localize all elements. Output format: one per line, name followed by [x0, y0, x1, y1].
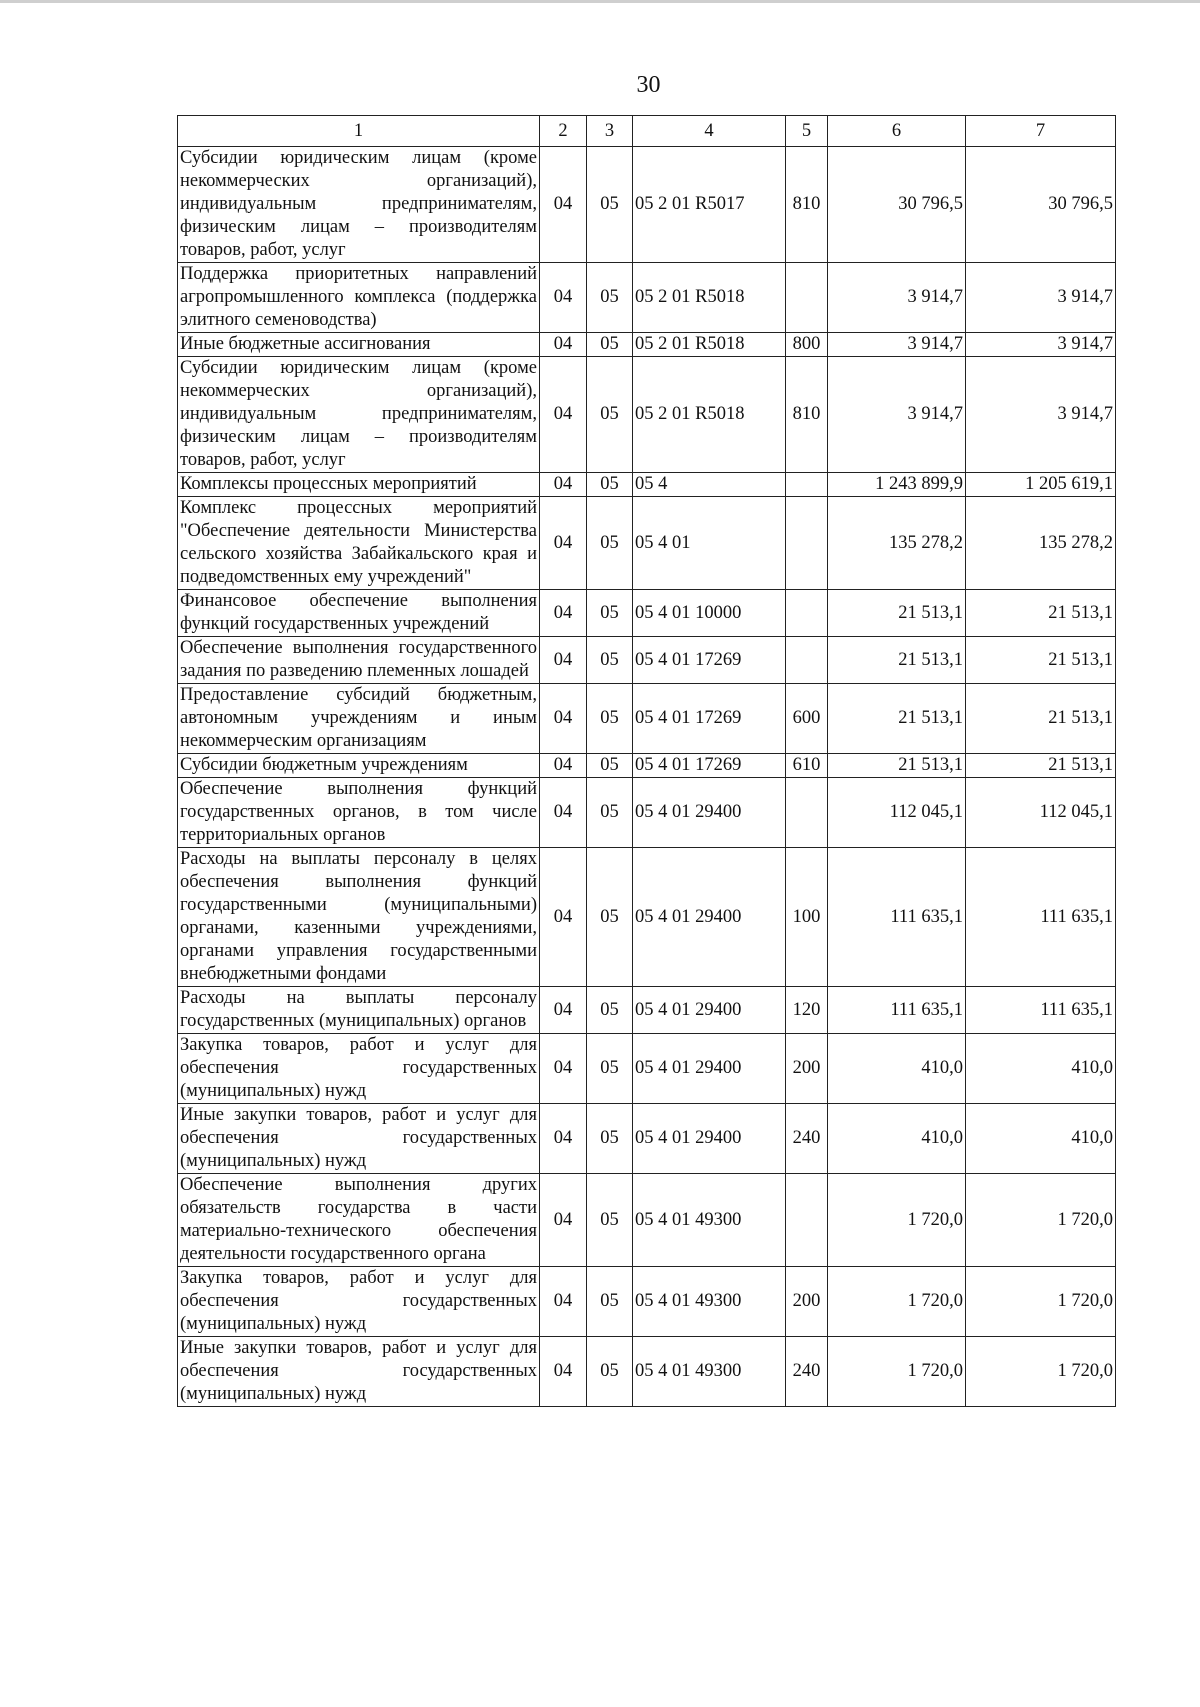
- column-header-1: 1: [178, 116, 540, 147]
- amount-year1-cell: 1 243 899,9: [828, 473, 966, 497]
- row-name-cell: Субсидии юридическим лицам (кроме некоммерческих организаций), индивидуальным предпринимателям, физическим лицам – производителям товаров, работ, услуг: [178, 147, 540, 263]
- row-name-cell: Комплексы процессных мероприятий: [178, 473, 540, 497]
- row-name-cell: Обеспечение выполнения государственного задания по разведению племенных лошадей: [178, 637, 540, 684]
- target-article-cell: 05 4 01 29400: [633, 778, 786, 848]
- subsection-code-cell: 05: [587, 497, 633, 590]
- subsection-code-cell: 05: [587, 473, 633, 497]
- amount-year2-cell: 3 914,7: [966, 333, 1116, 357]
- target-article-cell: 05 4 01 10000: [633, 590, 786, 637]
- target-article-cell: 05 4 01 17269: [633, 754, 786, 778]
- row-name-cell: Предоставление субсидий бюджетным, автономным учреждениям и иным некоммерческим организациям: [178, 684, 540, 754]
- table-row: [178, 590, 1116, 637]
- expense-type-cell: [786, 778, 828, 848]
- amount-year1-cell: 410,0: [828, 1034, 966, 1104]
- table-row: [178, 357, 1116, 473]
- expense-type-cell: 200: [786, 1267, 828, 1337]
- expense-type-cell: [786, 497, 828, 590]
- section-code-cell: 04: [540, 754, 587, 778]
- subsection-code-cell: 05: [587, 778, 633, 848]
- amount-year1-cell: 1 720,0: [828, 1174, 966, 1267]
- target-article-cell: 05 4 01 29400: [633, 1034, 786, 1104]
- amount-year2-cell: 21 513,1: [966, 684, 1116, 754]
- amount-year1-cell: 3 914,7: [828, 357, 966, 473]
- row-name-cell: Расходы на выплаты персоналу государственных (муниципальных) органов: [178, 987, 540, 1034]
- section-code-cell: 04: [540, 333, 587, 357]
- amount-year2-cell: 112 045,1: [966, 778, 1116, 848]
- table-row: [178, 848, 1116, 987]
- amount-year1-cell: 410,0: [828, 1104, 966, 1174]
- section-code-cell: 04: [540, 1034, 587, 1104]
- section-code-cell: 04: [540, 987, 587, 1034]
- expense-type-cell: 810: [786, 357, 828, 473]
- section-code-cell: 04: [540, 778, 587, 848]
- subsection-code-cell: 05: [587, 333, 633, 357]
- row-name-cell: Расходы на выплаты персоналу в целях обеспечения выполнения функций государственными (муниципальными) органами, казенными учреждениями, органами управления государственными внебюджетными фондами: [178, 848, 540, 987]
- expense-type-cell: 810: [786, 147, 828, 263]
- row-name-cell: Финансовое обеспечение выполнения функций государственных учреждений: [178, 590, 540, 637]
- section-code-cell: 04: [540, 684, 587, 754]
- section-code-cell: 04: [540, 263, 587, 333]
- amount-year2-cell: 21 513,1: [966, 590, 1116, 637]
- row-name-cell: Иные закупки товаров, работ и услуг для обеспечения государственных (муниципальных) нужд: [178, 1337, 540, 1407]
- table-row: [178, 637, 1116, 684]
- amount-year1-cell: 111 635,1: [828, 848, 966, 987]
- subsection-code-cell: 05: [587, 590, 633, 637]
- subsection-code-cell: 05: [587, 1034, 633, 1104]
- amount-year1-cell: 1 720,0: [828, 1267, 966, 1337]
- row-name-cell: Иные бюджетные ассигнования: [178, 333, 540, 357]
- subsection-code-cell: 05: [587, 357, 633, 473]
- amount-year1-cell: 30 796,5: [828, 147, 966, 263]
- target-article-cell: 05 4 01 17269: [633, 637, 786, 684]
- column-header-7: 7: [966, 116, 1116, 147]
- row-name-cell: Комплекс процессных мероприятий "Обеспечение деятельности Министерства сельского хозяйства Забайкальского края и подведомственных ему учреждений": [178, 497, 540, 590]
- subsection-code-cell: 05: [587, 147, 633, 263]
- row-name-cell: Обеспечение выполнения других обязательств государства в части материально-технического обеспечения деятельности государственного органа: [178, 1174, 540, 1267]
- target-article-cell: 05 4 01 29400: [633, 848, 786, 987]
- row-name-cell: Субсидии бюджетным учреждениям: [178, 754, 540, 778]
- scan-edge: [0, 0, 1200, 3]
- amount-year1-cell: 111 635,1: [828, 987, 966, 1034]
- section-code-cell: 04: [540, 848, 587, 987]
- row-name-cell: Субсидии юридическим лицам (кроме некоммерческих организаций), индивидуальным предпринимателям, физическим лицам – производителям товаров, работ, услуг: [178, 357, 540, 473]
- target-article-cell: 05 2 01 R5017: [633, 147, 786, 263]
- row-name-cell: Обеспечение выполнения функций государственных органов, в том числе территориальных органов: [178, 778, 540, 848]
- subsection-code-cell: 05: [587, 263, 633, 333]
- target-article-cell: 05 4 01 29400: [633, 1104, 786, 1174]
- table-row: [178, 497, 1116, 590]
- target-article-cell: 05 4 01 49300: [633, 1174, 786, 1267]
- target-article-cell: 05 4 01 49300: [633, 1337, 786, 1407]
- table-row: [178, 1337, 1116, 1407]
- expense-type-cell: [786, 590, 828, 637]
- target-article-cell: 05 2 01 R5018: [633, 263, 786, 333]
- amount-year2-cell: 410,0: [966, 1034, 1116, 1104]
- amount-year1-cell: 1 720,0: [828, 1337, 966, 1407]
- table-row: [178, 754, 1116, 778]
- table-header-row: [178, 116, 1116, 147]
- table-row: [178, 1034, 1116, 1104]
- section-code-cell: 04: [540, 1267, 587, 1337]
- amount-year1-cell: 21 513,1: [828, 637, 966, 684]
- subsection-code-cell: 05: [587, 684, 633, 754]
- row-name-cell: Поддержка приоритетных направлений агропромышленного комплекса (поддержка элитного семеноводства): [178, 263, 540, 333]
- target-article-cell: 05 2 01 R5018: [633, 357, 786, 473]
- expense-type-cell: 240: [786, 1337, 828, 1407]
- table-row: [178, 1174, 1116, 1267]
- amount-year1-cell: 135 278,2: [828, 497, 966, 590]
- table-row: [178, 473, 1116, 497]
- amount-year1-cell: 21 513,1: [828, 590, 966, 637]
- section-code-cell: 04: [540, 1337, 587, 1407]
- amount-year1-cell: 3 914,7: [828, 263, 966, 333]
- column-header-3: 3: [587, 116, 633, 147]
- column-header-2: 2: [540, 116, 587, 147]
- table-body: [178, 147, 1116, 1407]
- amount-year2-cell: 3 914,7: [966, 263, 1116, 333]
- table-row: [178, 987, 1116, 1034]
- column-header-6: 6: [828, 116, 966, 147]
- expense-type-cell: [786, 473, 828, 497]
- subsection-code-cell: 05: [587, 1104, 633, 1174]
- table-row: [178, 333, 1116, 357]
- target-article-cell: 05 4 01 29400: [633, 987, 786, 1034]
- section-code-cell: 04: [540, 1174, 587, 1267]
- amount-year2-cell: 111 635,1: [966, 987, 1116, 1034]
- amount-year2-cell: 21 513,1: [966, 754, 1116, 778]
- section-code-cell: 04: [540, 1104, 587, 1174]
- target-article-cell: 05 4 01: [633, 497, 786, 590]
- expense-type-cell: 240: [786, 1104, 828, 1174]
- expense-type-cell: 120: [786, 987, 828, 1034]
- subsection-code-cell: 05: [587, 1267, 633, 1337]
- expense-type-cell: 600: [786, 684, 828, 754]
- table-row: [178, 1104, 1116, 1174]
- expense-type-cell: 800: [786, 333, 828, 357]
- expense-type-cell: 100: [786, 848, 828, 987]
- table-row: [178, 1267, 1116, 1337]
- row-name-cell: Закупка товаров, работ и услуг для обеспечения государственных (муниципальных) нужд: [178, 1034, 540, 1104]
- budget-table: [177, 115, 1116, 1407]
- section-code-cell: 04: [540, 357, 587, 473]
- target-article-cell: 05 4 01 17269: [633, 684, 786, 754]
- amount-year2-cell: 1 205 619,1: [966, 473, 1116, 497]
- amount-year1-cell: 112 045,1: [828, 778, 966, 848]
- section-code-cell: 04: [540, 497, 587, 590]
- subsection-code-cell: 05: [587, 637, 633, 684]
- expense-type-cell: 200: [786, 1034, 828, 1104]
- amount-year1-cell: 21 513,1: [828, 754, 966, 778]
- amount-year2-cell: 1 720,0: [966, 1267, 1116, 1337]
- subsection-code-cell: 05: [587, 754, 633, 778]
- table-row: [178, 147, 1116, 263]
- page-number: 30: [636, 72, 661, 98]
- amount-year2-cell: 3 914,7: [966, 357, 1116, 473]
- row-name-cell: Иные закупки товаров, работ и услуг для обеспечения государственных (муниципальных) нужд: [178, 1104, 540, 1174]
- expense-type-cell: [786, 637, 828, 684]
- amount-year2-cell: 111 635,1: [966, 848, 1116, 987]
- expense-type-cell: 610: [786, 754, 828, 778]
- amount-year2-cell: 21 513,1: [966, 637, 1116, 684]
- section-code-cell: 04: [540, 147, 587, 263]
- subsection-code-cell: 05: [587, 1174, 633, 1267]
- amount-year2-cell: 135 278,2: [966, 497, 1116, 590]
- column-header-5: 5: [786, 116, 828, 147]
- table-row: [178, 263, 1116, 333]
- subsection-code-cell: 05: [587, 987, 633, 1034]
- amount-year1-cell: 3 914,7: [828, 333, 966, 357]
- subsection-code-cell: 05: [587, 848, 633, 987]
- section-code-cell: 04: [540, 473, 587, 497]
- target-article-cell: 05 4: [633, 473, 786, 497]
- expense-type-cell: [786, 1174, 828, 1267]
- target-article-cell: 05 4 01 49300: [633, 1267, 786, 1337]
- target-article-cell: 05 2 01 R5018: [633, 333, 786, 357]
- expense-type-cell: [786, 263, 828, 333]
- section-code-cell: 04: [540, 637, 587, 684]
- amount-year2-cell: 1 720,0: [966, 1337, 1116, 1407]
- amount-year2-cell: 1 720,0: [966, 1174, 1116, 1267]
- row-name-cell: Закупка товаров, работ и услуг для обеспечения государственных (муниципальных) нужд: [178, 1267, 540, 1337]
- subsection-code-cell: 05: [587, 1337, 633, 1407]
- table-row: [178, 684, 1116, 754]
- amount-year1-cell: 21 513,1: [828, 684, 966, 754]
- amount-year2-cell: 410,0: [966, 1104, 1116, 1174]
- table-row: [178, 778, 1116, 848]
- section-code-cell: 04: [540, 590, 587, 637]
- amount-year2-cell: 30 796,5: [966, 147, 1116, 263]
- column-header-4: 4: [633, 116, 786, 147]
